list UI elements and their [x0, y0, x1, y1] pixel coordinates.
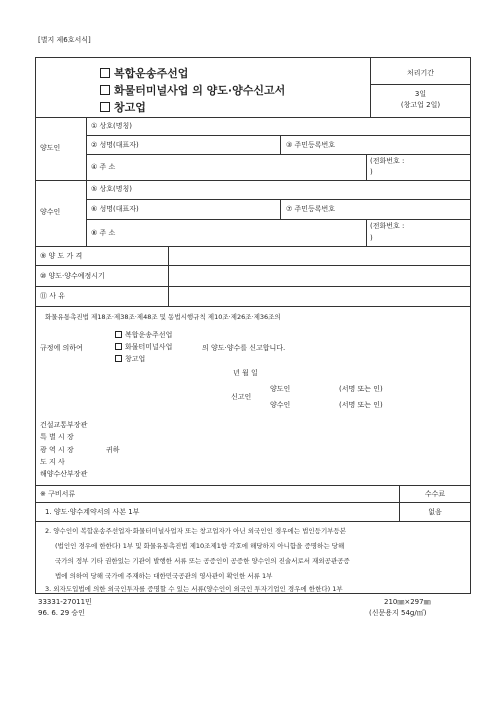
transferee-phone-close: ) — [370, 234, 373, 242]
documents-header: ※ 구비서류 — [40, 490, 76, 498]
document-item-3: 3. 외자도입법에 의한 외국인투자를 증명할 수 있는 서류(양수인이 외국인 투자기업인 경우에 한한다) 1부 — [45, 585, 343, 593]
title-option-forwarding: 복합운송주선업 — [100, 65, 188, 81]
transferee-address-label: ⑧ 주 소 — [91, 229, 116, 237]
law-basis: 화물유통촉진법 제18조·제38조·제48조 및 동법시행규칙 제10조·제26조·제36조의 — [45, 313, 281, 321]
transferor-phone-label: (전화번호 : — [370, 157, 405, 165]
footer-approval: 96. 6. 29 승인 — [38, 609, 85, 617]
document-item-2-line-1: 2. 양수인이 복합운송주선업자·화물터미널사업자 또는 창고업자가 아닌 외국인인 경우에는 법인등기부등본 — [45, 527, 347, 535]
transferor-signature-note: (서명 또는 인) — [339, 385, 383, 393]
transferee-name-label: ⑥ 성명(대표자) — [91, 205, 139, 213]
declaration-option-forwarding: 복합운송주선업 — [115, 331, 172, 339]
recipient-momaf: 해양수산부장관 — [40, 470, 88, 478]
document-item-2-line-4: 법에 의하여 당해 국가에 주재하는 대한민국공관의 영사관이 확인한 서류 1부 — [55, 572, 273, 580]
declaration-date: 년 월 일 — [233, 369, 258, 377]
form-number: [별지 제6호서식] — [38, 36, 91, 44]
recipient-special-city: 특 별 시 장 — [40, 433, 74, 441]
recipient-suffix: 귀하 — [106, 446, 120, 454]
transferee-label: 양수인 — [40, 208, 61, 216]
transferor-name-label: ② 성명(대표자) — [91, 141, 139, 149]
checkbox-icon[interactable] — [115, 343, 122, 350]
schedule-label: ⑩ 양도·양수예정시기 — [40, 272, 105, 280]
reporter-label: 신고인 — [231, 393, 252, 401]
transferor-address-label: ④ 주 소 — [91, 163, 116, 171]
price-label: ⑨ 양 도 가 격 — [40, 252, 83, 260]
checkbox-icon[interactable] — [115, 355, 122, 362]
transferee-phone-label: (전화번호 : — [370, 222, 405, 230]
processing-days-warehouse: (창고업 2일) — [400, 101, 441, 109]
declaration-prefix: 규정에 의하여 — [40, 344, 83, 352]
recipient-moct: 건설교통부장관 — [40, 421, 88, 429]
transferee-reg-number-label: ⑦ 주민등록번호 — [286, 205, 336, 213]
processing-days: 3일 — [414, 90, 427, 98]
fee-value: 없음 — [428, 508, 442, 516]
transferor-reg-number-label: ③ 주민등록번호 — [286, 141, 336, 149]
footer-code: 33331-27011민 — [38, 598, 92, 606]
checkbox-icon[interactable] — [100, 85, 110, 95]
recipient-governor: 도 지 사 — [40, 458, 65, 466]
title-option-warehouse: 창고업 — [100, 99, 146, 115]
transferee-trade-name-label: ⑤ 상호(명칭) — [91, 185, 133, 193]
declaration-option-warehouse: 창고업 — [115, 355, 145, 363]
document-item-1: 1. 양도·양수계약서의 사본 1부 — [45, 508, 140, 516]
declaration-suffix: 의 양도·양수를 신고합니다. — [202, 344, 286, 352]
processing-header: 처리기간 — [406, 69, 435, 77]
checkbox-icon[interactable] — [115, 331, 122, 338]
recipient-metro-city: 광 역 시 장 — [40, 446, 74, 454]
declaration-option-terminal: 화물터미널사업 — [115, 343, 172, 351]
checkbox-icon[interactable] — [100, 68, 110, 78]
footer-paper: (신문용지 54g/㎡) — [369, 609, 427, 617]
transferee-signature-note: (서명 또는 인) — [339, 401, 383, 409]
transferor-phone-close: ) — [370, 168, 373, 176]
title-option-terminal: 화물터미널사업 의 양도·양수신고서 — [100, 82, 285, 98]
transferor-label: 양도인 — [40, 144, 61, 152]
fee-header: 수수료 — [424, 490, 446, 498]
document-item-2-line-2: (법인인 경우에 한한다) 1부 및 화물유통촉진법 제10조제1항 각호에 해당하지 아니함을 증명하는 당해 — [55, 542, 345, 550]
signer-transferee-label: 양수인 — [270, 401, 291, 409]
checkbox-icon[interactable] — [100, 102, 110, 112]
footer-size: 210㎜×297㎜ — [384, 598, 431, 606]
signer-transferor-label: 양도인 — [270, 385, 291, 393]
document-item-2-line-3: 국가의 정부 기타 권한있는 기관이 발행한 서류 또는 공증인이 공증한 양수인의 진술서로서 재외공관공증 — [55, 557, 350, 565]
transferor-trade-name-label: ① 상호(명칭) — [91, 122, 133, 130]
reason-label: ⑪ 사 유 — [40, 292, 65, 300]
